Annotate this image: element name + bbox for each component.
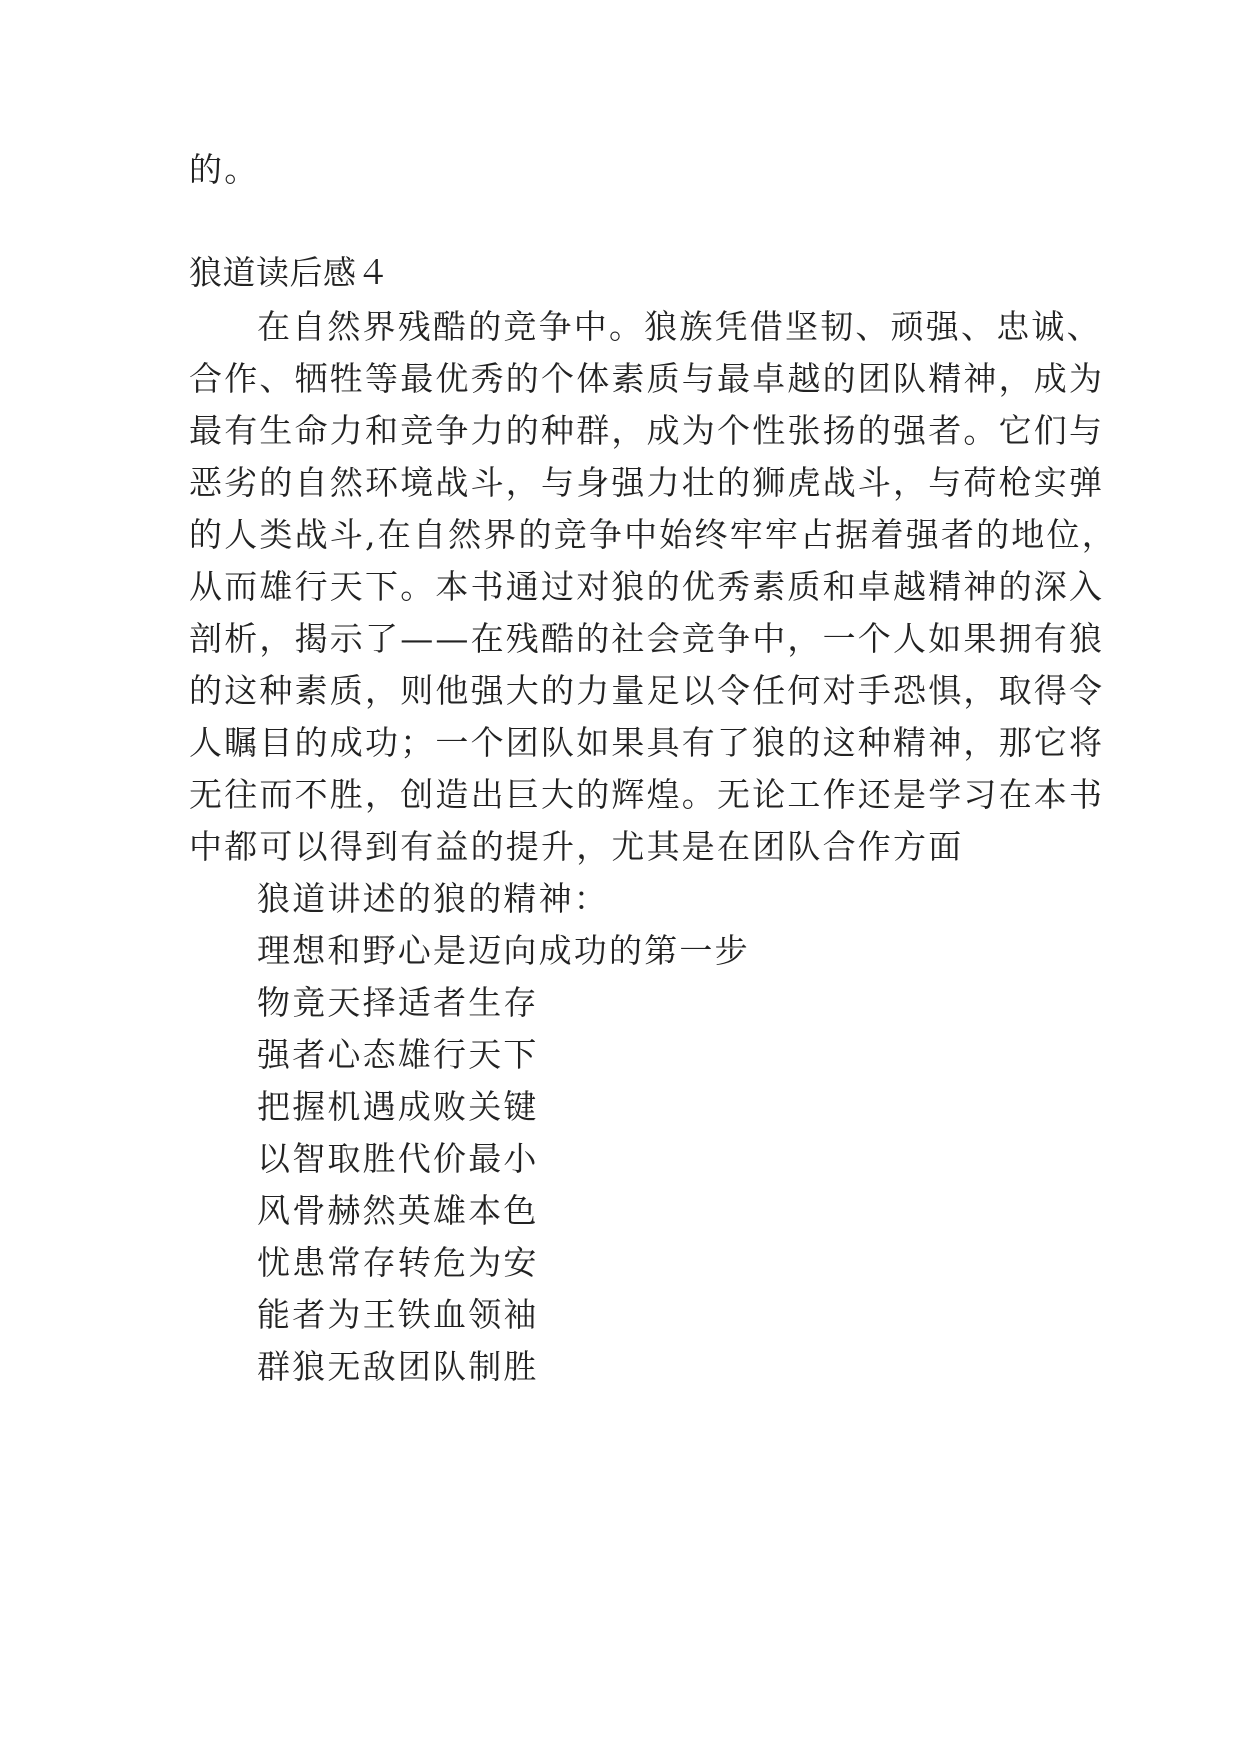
paragraph-line: 无往而不胜，创造出巨大的辉煌。无论工作还是学习在本书 <box>189 775 1105 814</box>
essay-title: 狼道读后感４ <box>189 253 390 292</box>
list-item: 物竟天择适者生存 <box>257 983 539 1022</box>
paragraph-line: 中都可以得到有益的提升，尤其是在团队合作方面 <box>189 827 964 866</box>
list-item: 理想和野心是迈向成功的第一步 <box>257 931 750 970</box>
paragraph-line: 在自然界残酷的竞争中。狼族凭借坚韧、顽强、忠诚、 <box>257 307 1102 346</box>
list-item: 强者心态雄行天下 <box>257 1035 539 1074</box>
list-item: 忧患常存转危为安 <box>257 1243 539 1282</box>
list-item: 以智取胜代价最小 <box>257 1139 539 1178</box>
list-heading: 狼道讲述的狼的精神： <box>257 879 609 918</box>
paragraph-line: 最有生命力和竞争力的种群，成为个性张扬的强者。它们与 <box>189 411 1105 450</box>
paragraph-line: 恶劣的自然环境战斗，与身强力壮的狮虎战斗，与荷枪实弹 <box>189 463 1105 502</box>
list-item: 能者为王铁血领袖 <box>257 1295 539 1334</box>
list-item: 风骨赫然英雄本色 <box>257 1191 539 1230</box>
list-item: 把握机遇成败关键 <box>257 1087 539 1126</box>
paragraph-line: 剖析，揭示了——在残酷的社会竞争中，一个人如果拥有狼 <box>189 619 1105 658</box>
list-item: 群狼无敌团队制胜 <box>257 1347 539 1386</box>
paragraph-line: 的这种素质，则他强大的力量足以令任何对手恐惧，取得令 <box>189 671 1105 710</box>
paragraph-line: 从而雄行天下。本书通过对狼的优秀素质和卓越精神的深入 <box>189 567 1105 606</box>
paragraph-line: 人瞩目的成功；一个团队如果具有了狼的这种精神，那它将 <box>189 723 1105 762</box>
paragraph-line: 合作、牺牲等最优秀的个体素质与最卓越的团队精神，成为 <box>189 359 1105 398</box>
paragraph-line: 的人类战斗,在自然界的竞争中始终牢牢占据着强者的地位， <box>189 515 1117 554</box>
continuation-text: 的。 <box>189 150 260 189</box>
